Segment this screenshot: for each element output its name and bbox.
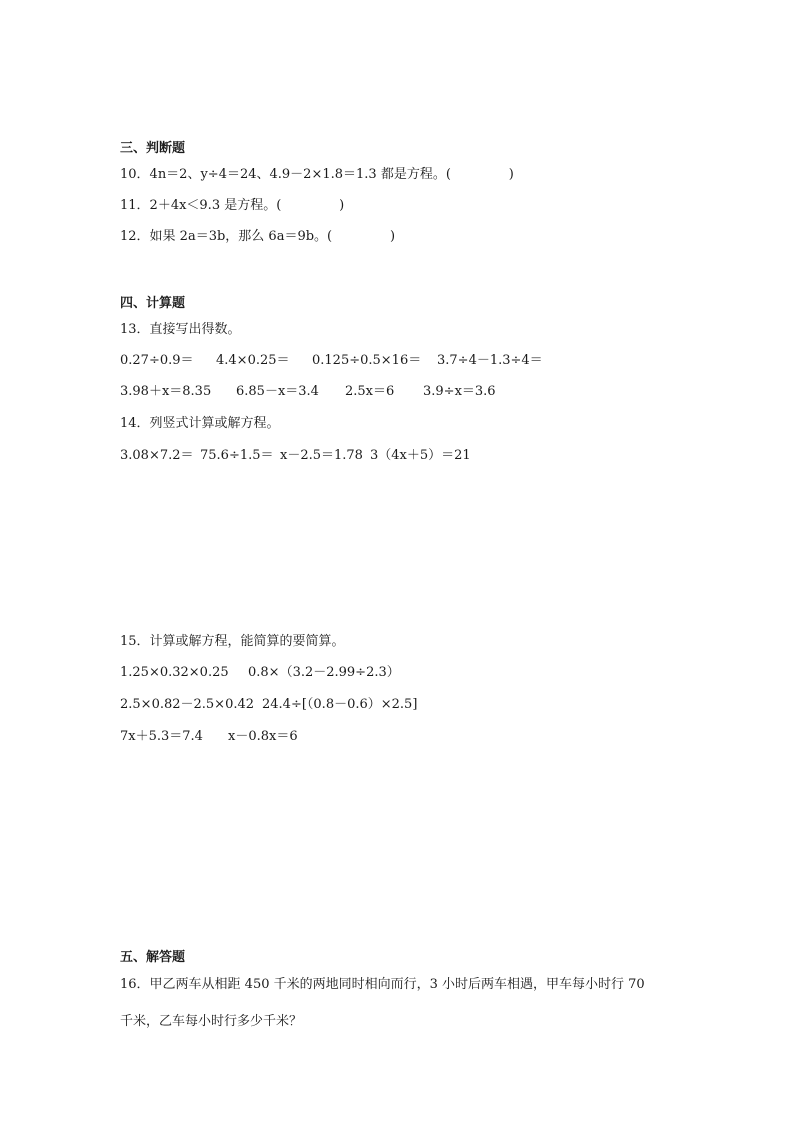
question-14-title: 14．列竖式计算或解方程。 bbox=[120, 416, 280, 431]
question-16-line-2: 千米，乙车每小时行多少千米？ bbox=[120, 1014, 303, 1029]
q13-item: 3.98＋x＝8.35 bbox=[120, 384, 212, 399]
question-10: 10．4n＝2、y÷4＝24、4.9－2×1.8＝1.3 都是方程。( ) bbox=[120, 167, 514, 182]
question-15-title: 15．计算或解方程，能简算的要简算。 bbox=[120, 634, 345, 649]
q15-item: 7x＋5.3＝7.4 bbox=[120, 729, 203, 744]
question-11: 11．2＋4x＜9.3 是方程。( ) bbox=[120, 198, 345, 213]
q14-item: x－2.5＝1.78 bbox=[280, 448, 363, 463]
q15-item: 2.5×0.82－2.5×0.42 bbox=[120, 697, 255, 712]
section-4-heading: 四、计算题 bbox=[120, 296, 186, 311]
q13-item: 0.125÷0.5×16＝ bbox=[312, 353, 422, 368]
q13-item: 2.5x＝6 bbox=[345, 384, 395, 399]
section-5-heading: 五、解答题 bbox=[120, 950, 186, 965]
q15-item: 24.4÷[（0.8－0.6）×2.5] bbox=[262, 697, 418, 712]
q14-item: 75.6÷1.5＝ bbox=[200, 448, 274, 463]
question-12: 12．如果 2a＝3b，那么 6a＝9b。( ) bbox=[120, 229, 396, 244]
q13-item: 3.7÷4－1.3÷4＝ bbox=[437, 353, 543, 368]
q15-item: 1.25×0.32×0.25 bbox=[120, 665, 229, 680]
q14-item: 3（4x＋5）＝21 bbox=[370, 448, 471, 463]
q13-item: 4.4×0.25＝ bbox=[216, 353, 290, 368]
q15-item: x－0.8x＝6 bbox=[228, 729, 298, 744]
q13-item: 3.9÷x＝3.6 bbox=[423, 384, 496, 399]
q13-item: 0.27÷0.9＝ bbox=[120, 353, 194, 368]
question-13-title: 13．直接写出得数。 bbox=[120, 322, 241, 337]
question-16-line-1: 16．甲乙两车从相距 450 千米的两地同时相向而行，3 小时后两车相遇，甲车每小时行 70 bbox=[120, 977, 645, 992]
q13-item: 6.85－x＝3.4 bbox=[236, 384, 319, 399]
q14-item: 3.08×7.2＝ bbox=[120, 448, 194, 463]
q15-item: 0.8×（3.2－2.99÷2.3） bbox=[248, 665, 400, 680]
section-3-heading: 三、判断题 bbox=[120, 141, 186, 156]
